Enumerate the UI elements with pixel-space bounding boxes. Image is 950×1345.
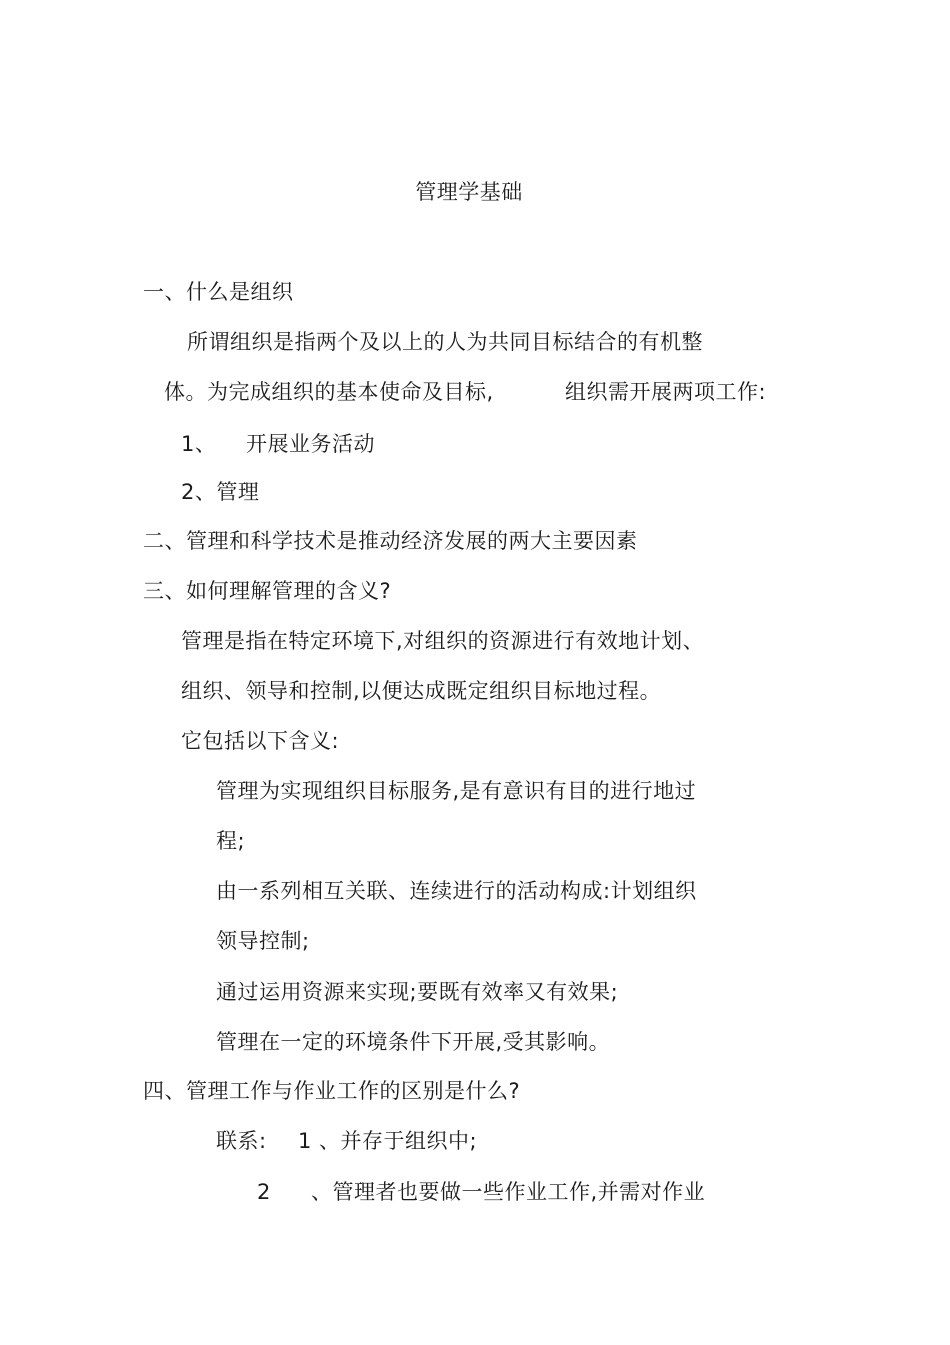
list-number: 1、 xyxy=(181,432,217,456)
page-title: 管理学基础 xyxy=(415,180,523,204)
paragraph-line: 管理在一定的环境条件下开展,受其影响。 xyxy=(216,1030,611,1054)
paragraph-line: 由一系列相互关联、连续进行的活动构成:计划组织 xyxy=(216,879,697,903)
paragraph-line: 组织、领导和控制,以便达成既定组织目标地过程。 xyxy=(181,679,662,703)
paragraph-line: 通过运用资源来实现;要既有效率又有效果; xyxy=(216,980,619,1004)
section-heading-2: 二、管理和科学技术是推动经济发展的两大主要因素 xyxy=(143,529,638,553)
paragraph-line: 管理是指在特定环境下,对组织的资源进行有效地计划、 xyxy=(181,629,705,653)
paragraph-line: 所谓组织是指两个及以上的人为共同目标结合的有机整 xyxy=(187,330,703,354)
list-item: 开展业务活动 xyxy=(246,432,375,456)
list-number: 2 xyxy=(257,1180,271,1204)
paragraph-label: 联系: xyxy=(216,1129,267,1153)
paragraph-line: 、管理者也要做一些作业工作,并需对作业 xyxy=(311,1180,706,1204)
section-heading-4: 四、管理工作与作业工作的区别是什么? xyxy=(143,1079,521,1103)
paragraph-line: 它包括以下含义: xyxy=(181,729,340,753)
section-heading-1: 一、什么是组织 xyxy=(143,280,294,304)
paragraph-line: 管理为实现组织目标服务,是有意识有目的进行地过 xyxy=(216,779,697,803)
paragraph-line: 组织需开展两项工作: xyxy=(565,380,767,404)
paragraph-line: 程; xyxy=(216,829,246,853)
paragraph-line: 领导控制; xyxy=(216,929,310,953)
paragraph-line: 1 、并存于组织中; xyxy=(298,1129,478,1153)
list-item: 2、管理 xyxy=(181,480,260,504)
section-heading-3: 三、如何理解管理的含义? xyxy=(143,579,392,603)
paragraph-line: 体。为完成组织的基本使命及目标, xyxy=(164,380,494,404)
